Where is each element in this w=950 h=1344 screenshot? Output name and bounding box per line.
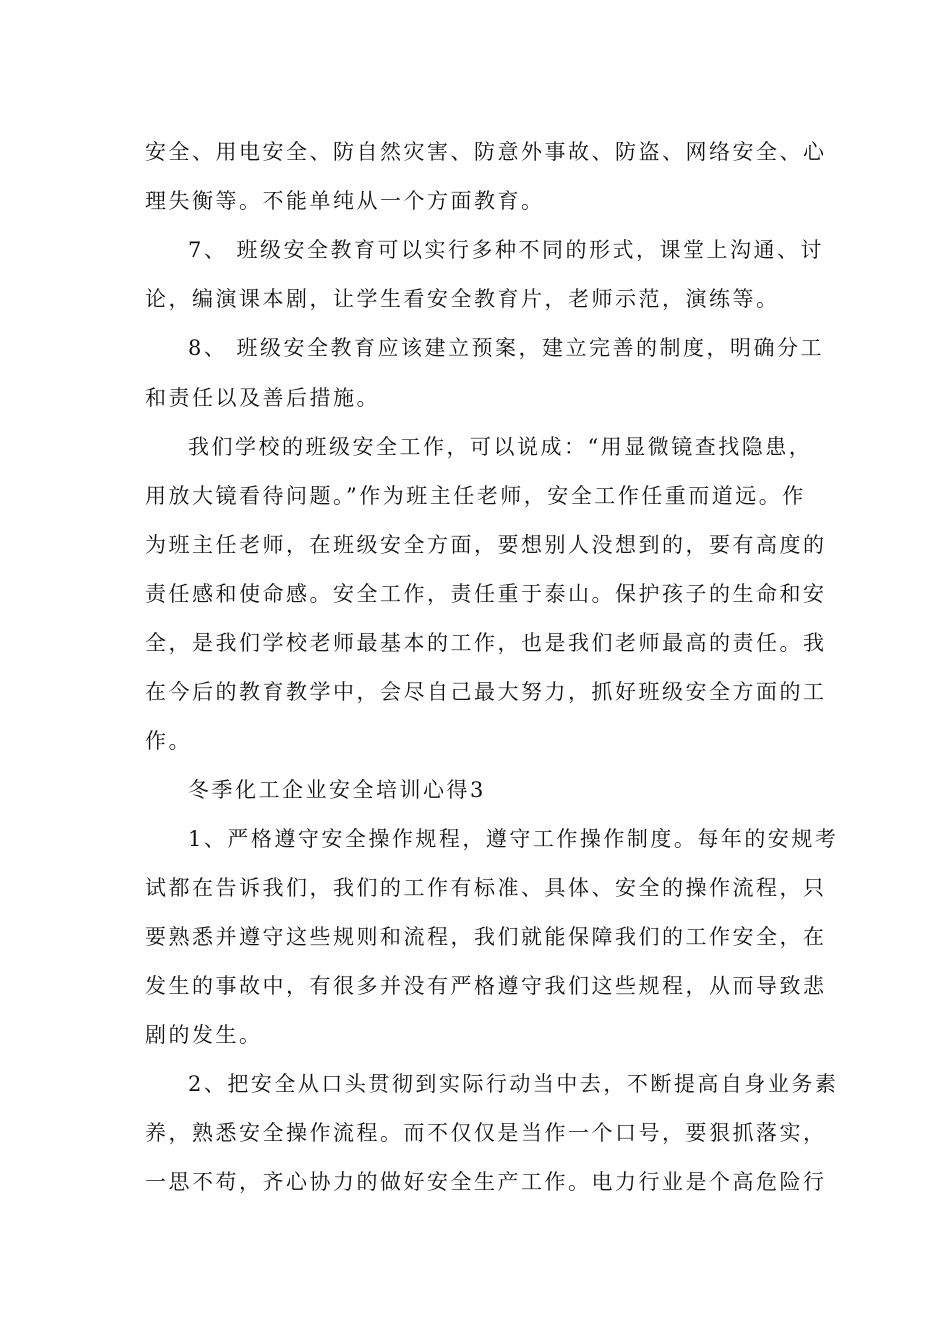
text-line: 我们学校的班级安全工作，可以说成：“用显微镜查找隐患，: [188, 435, 813, 459]
text-line: 理失衡等。不能单纯从一个方面教育。: [145, 189, 545, 213]
text-line: 2、把安全从口头贯彻到实际行动当中去，不断提高自身业务素: [188, 1072, 839, 1096]
text-line: 剧的发生。: [145, 1023, 263, 1047]
text-line: 在今后的教育教学中，会尽自己最大努力，抓好班级安全方面的工: [145, 680, 827, 704]
text-line: 要熟悉并遵守这些规则和流程，我们就能保障我们的工作安全，在: [145, 925, 827, 949]
text-line: 一思不苟，齐心协力的做好安全生产工作。电力行业是个高危险行: [145, 1170, 827, 1194]
text-line: 试都在告诉我们，我们的工作有标准、具体、安全的操作流程，只: [145, 876, 827, 900]
text-line: 7、 班级安全教育可以实行多种不同的形式，课堂上沟通、讨: [188, 238, 825, 262]
text-line: 和责任以及善后措施。: [145, 386, 380, 410]
text-line: 责任感和使命感。安全工作，责任重于泰山。保护孩子的生命和安: [145, 582, 827, 606]
text-line: 为班主任老师，在班级安全方面，要想别人没想到的，要有高度的: [145, 533, 827, 557]
text-line: 论，编演课本剧，让学生看安全教育片，老师示范，演练等。: [145, 287, 780, 311]
text-line: 用放大镜看待问题。”作为班主任老师，安全工作任重而道远。作: [145, 484, 806, 508]
text-line: 全，是我们学校老师最基本的工作，也是我们老师最高的责任。我: [145, 631, 827, 655]
section-heading: 冬季化工企业安全培训心得3: [188, 778, 486, 802]
text-line: 1、严格遵守安全操作规程，遵守工作操作制度。每年的安规考: [188, 827, 839, 851]
text-line: 作。: [145, 729, 192, 753]
text-line: 发生的事故中，有很多并没有严格遵守我们这些规程，从而导致悲: [145, 974, 827, 998]
text-line: 养，熟悉安全操作流程。而不仅仅是当作一个口号，要狠抓落实，: [145, 1121, 827, 1145]
text-line: 8、 班级安全教育应该建立预案，建立完善的制度，明确分工: [188, 336, 825, 360]
text-line: 安全、用电安全、防自然灾害、防意外事故、防盗、网络安全、心: [145, 140, 827, 164]
